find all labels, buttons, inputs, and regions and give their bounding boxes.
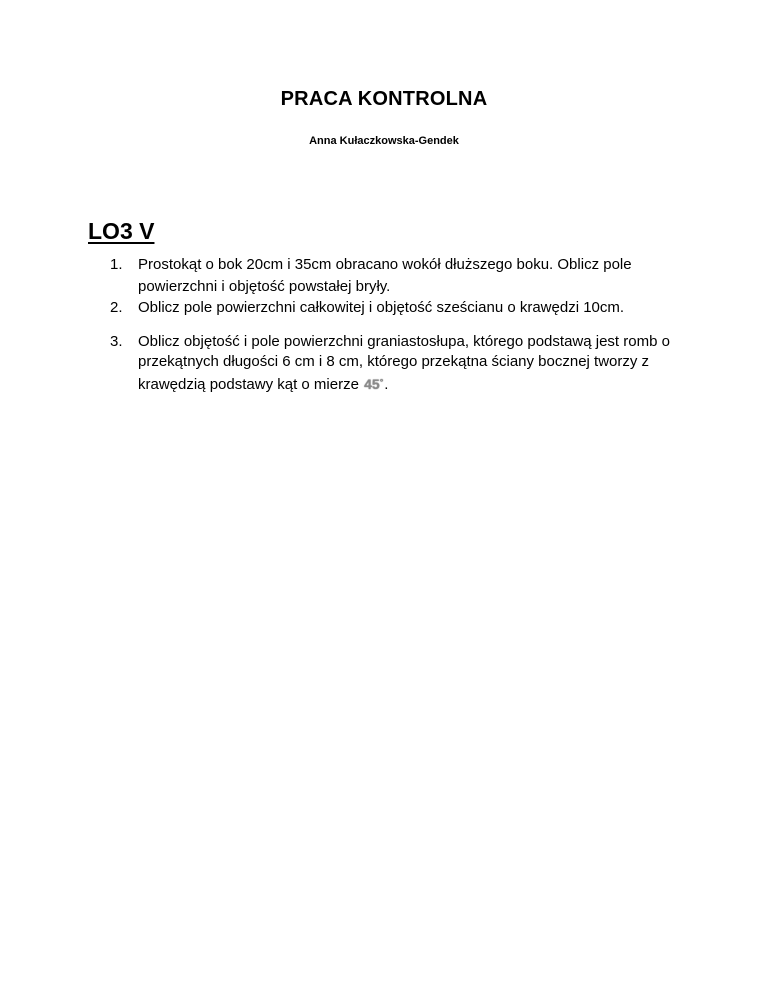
task-item	[110, 332, 690, 395]
task-text: Prostokąt o bok 20cm i 35cm obracano wokół dłuższego boku. Oblicz pole powierzchni i objętość powstałej bryły.	[138, 256, 632, 295]
document-title: PRACA KONTROLNA	[280, 88, 488, 110]
degree-symbol: °	[379, 377, 384, 387]
task-text: Oblicz pole powierzchni całkowitej i objętość sześcianu o krawędzi 10cm.	[138, 299, 625, 316]
task-item	[110, 297, 690, 319]
task-text: Oblicz objętość i pole powierzchni graniastosłupa, którego podstawą jest romb o przekątnych długości 6 cm i 8 cm, którego przekątna ściany bocznej tworzy z krawędzią podstawy kąt o mierze	[138, 333, 670, 393]
task-item	[110, 254, 690, 297]
task-text-wrapper	[138, 332, 690, 395]
task-text-end: .	[384, 376, 389, 393]
task-number: 2.	[110, 299, 123, 316]
task-number: 3.	[110, 333, 123, 350]
angle-value: 45	[364, 376, 380, 392]
task-number: 1.	[110, 256, 123, 273]
author-name: Anna Kułaczkowska-Gendek	[309, 135, 459, 147]
angle-formula-image	[364, 372, 383, 394]
section-heading: LO3 V	[88, 218, 155, 244]
